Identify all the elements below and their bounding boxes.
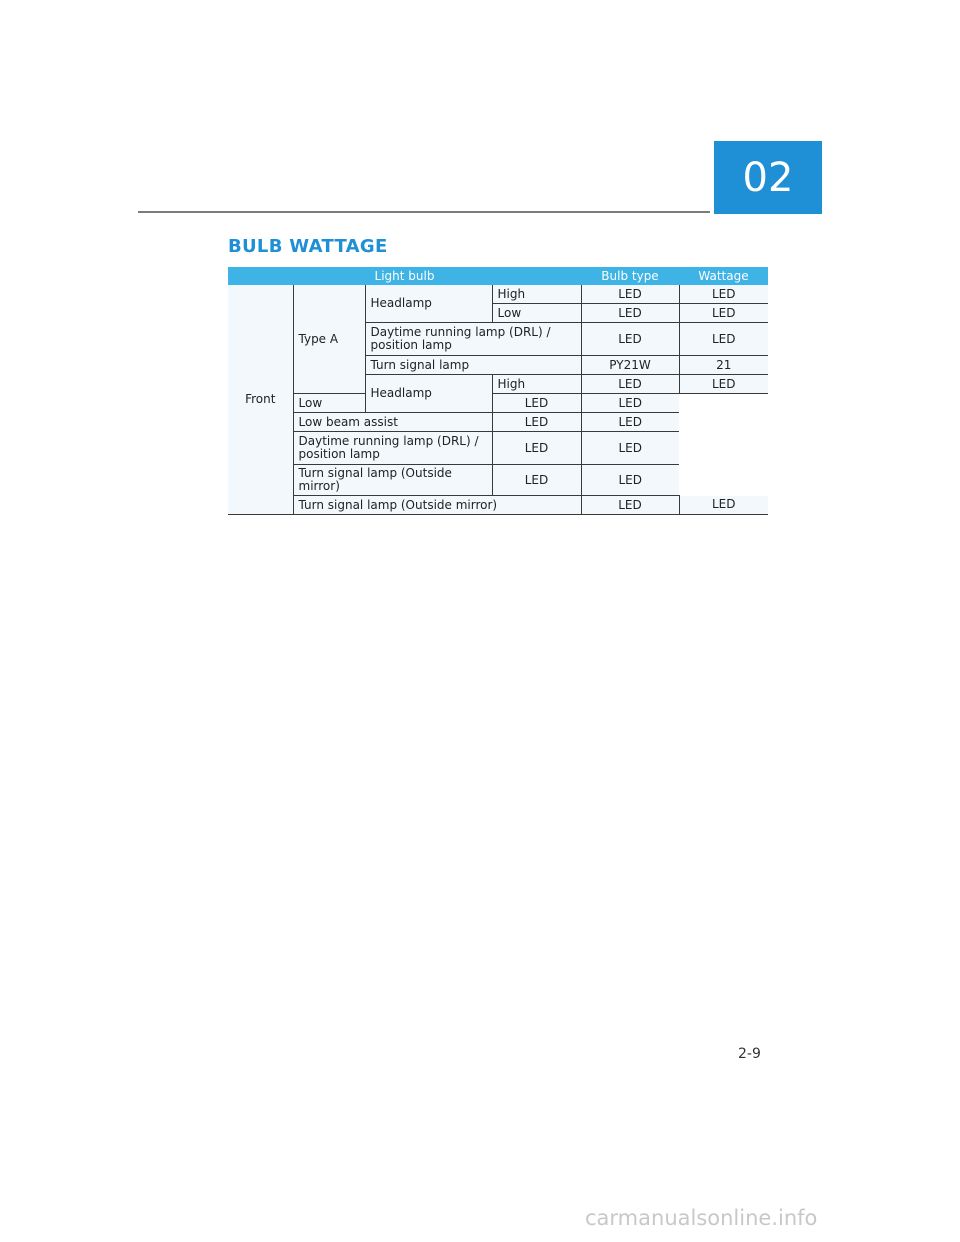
wattage-cell: LED [679, 304, 768, 323]
row-label: Daytime running lamp (DRL) / position lamp [365, 323, 581, 356]
table-row [228, 285, 768, 304]
header-bulb-type: Bulb type [581, 267, 679, 285]
bulb-type-cell: PY21W [581, 356, 679, 375]
table-row [228, 465, 768, 496]
table-row [228, 496, 768, 515]
header-light-bulb: Light bulb [228, 267, 581, 285]
row-label: Low [293, 394, 365, 413]
row-label: High [492, 375, 581, 394]
wattage-cell: LED [679, 496, 768, 515]
table-row [228, 432, 768, 465]
bulb-type-cell: LED [581, 323, 679, 356]
wattage-cell: LED [679, 323, 768, 356]
bulb-type-cell: LED [581, 304, 679, 323]
header-rule [138, 211, 710, 213]
header-wattage: Wattage [679, 267, 768, 285]
subgroup-front-type-a: Type A [293, 285, 365, 394]
wattage-cell: LED [679, 285, 768, 304]
bulb-type-cell: LED [581, 496, 679, 515]
watermark: carmanualsonline.info [585, 1206, 818, 1230]
row-label: Low [492, 304, 581, 323]
table-row [228, 413, 768, 432]
row-label: Turn signal lamp (Outside mirror) [293, 465, 492, 496]
page-number: 2-9 [738, 1046, 761, 1062]
wattage-cell: LED [679, 375, 768, 394]
front-a-headlamp: Headlamp [365, 285, 492, 323]
row-label: Turn signal lamp (Outside mirror) [293, 496, 581, 515]
row-label: Turn signal lamp [365, 356, 581, 375]
table-row [228, 394, 768, 413]
bulb-type-cell: LED [492, 432, 581, 465]
group-front: Front [228, 285, 293, 515]
bulb-type-cell: LED [492, 394, 581, 413]
wattage-cell: LED [581, 432, 679, 465]
bulb-type-cell: LED [492, 465, 581, 496]
row-label: Low beam assist [293, 413, 492, 432]
front-b-headlamp: Headlamp [365, 375, 492, 413]
row-label: Daytime running lamp (DRL) / position lamp [293, 432, 492, 465]
row-label: High [492, 285, 581, 304]
wattage-cell: 21 [679, 356, 768, 375]
bulb-type-cell: LED [581, 285, 679, 304]
bulb-type-cell: LED [581, 375, 679, 394]
section-title: BULB WATTAGE [228, 236, 388, 257]
table-header-row [228, 267, 768, 285]
wattage-cell: LED [581, 465, 679, 496]
bulb-wattage-table [228, 267, 768, 515]
wattage-cell: LED [581, 394, 679, 413]
wattage-cell: LED [581, 413, 679, 432]
chapter-tab: 02 [714, 141, 822, 214]
bulb-type-cell: LED [492, 413, 581, 432]
